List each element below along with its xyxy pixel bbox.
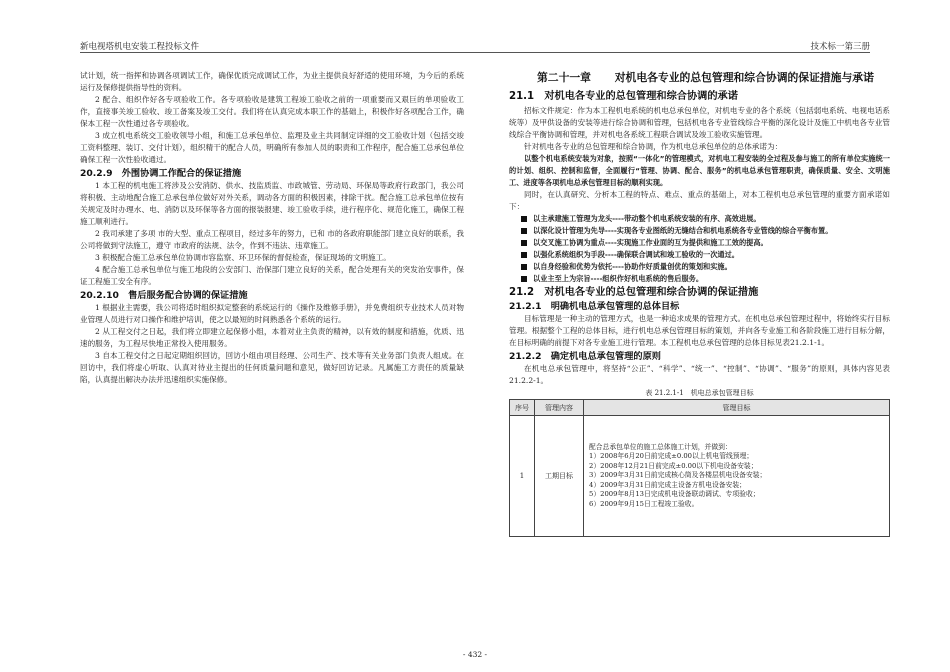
header-volume: 技术标一第三册 [810, 42, 870, 52]
target-line: 配合总承包单位的施工总体施工计划，并做到： [589, 442, 732, 451]
column-header: 序号 [510, 400, 535, 416]
list-item: 以主承建施工管理为龙头----带动整个机电系统安装的有序、高效进展。 [509, 213, 890, 225]
paragraph: 试计划，统一指挥和协调各项调试工作，确保优质完成调试工作，为业主提供良好舒适的使用环境，为今后的系统运行及保修提供指导性的资料。 [80, 71, 464, 92]
paragraph: 2 配合、组织作好各专项验收工作。各专项验收是建筑工程竣工验收之前的一项重要而又艰巨的单项验收工作，直接事关竣工验收、竣工备案及竣工交付。我们将在认真完成本职工作的基础上，积极作好各项配合工作，确保本工程一次性通过各专项验收。 [80, 95, 464, 128]
page-header [80, 40, 870, 53]
paragraph: 招标文件规定：作为本工程机电系统的机电总承包单位，对机电专业的各个系统（包括弱电系统、电视电话系统等）及甲供设备的安装等进行综合协调和管理，包括机电各专业管线综合平衡的深化设计及施工中机电各专业管线综合平衡协调和管理，并对机电各系统工程联合调试及竣工验收实施管理。 [509, 106, 890, 139]
list-item: 以强化系统组织为手段----确保联合调试和竣工验收的一次通过。 [509, 249, 890, 261]
list-item: 以深化设计管理为先导----实现各专业图纸的无缝结合和机电系统各专业管线的综合平衡布置。 [509, 225, 890, 237]
square-bullet-icon [521, 240, 527, 246]
paragraph: 3 成立机电系统交工验收领导小组，和施工总承包单位、监理及业主共同制定详细的交工验收计划（包括交竣工资料整理、装订、交付计划），组织精干的配合人员，明确所有参加人员的职责和工作程序，配合施工总承包单位确保工程一次性验收通过。 [80, 131, 464, 164]
column-header: 管理内容 [535, 400, 584, 416]
section-heading-21-2: 21.2 对机电各专业的总包管理和综合协调的保证措施 [509, 287, 759, 298]
paragraph: 3 积极配合施工总承包单位协调市容监察、环卫环保的督促检查，保证现场的文明施工。 [95, 253, 391, 262]
table-cell: 工期目标 [535, 416, 584, 537]
column-header: 管理目标 [584, 400, 890, 416]
commitment-list [509, 213, 890, 285]
section-heading-20-2-9: 20.2.9 外围协调工作配合的保证措施 [80, 168, 242, 179]
list-item: 以交叉施工协调为重点----实现施工作业面的互为提供和施工工效的提高。 [509, 237, 890, 249]
management-target-table [509, 399, 890, 537]
chapter-name: 对机电各专业的总包管理和综合协调的保证措施与承诺 [614, 71, 874, 84]
square-bullet-icon [521, 276, 527, 282]
chapter-title [509, 70, 890, 85]
paragraph: 1 根据业主需要，我公司将适时组织拟定整套的系统运行的《操作及维修手册》，并免费组织专业技术人员对物业管理人员进行对口操作和维护培训，使之以最短的时间熟悉各个系统的运行。 [80, 303, 464, 324]
section-heading-21-1: 21.1 对机电各专业的总包管理和综合协调的承诺 [509, 91, 738, 102]
list-item: 以业主至上为宗旨----组织作好机电系统的售后服务。 [509, 273, 890, 285]
header-document-title: 新电视塔机电安装工程投标文件 [80, 42, 200, 52]
list-item: 以自身经验和优势为依托----协助作好质量创优的策划和实施。 [509, 261, 890, 273]
target-list [585, 440, 888, 513]
paragraph: 1 本工程的机电施工将涉及公安消防、供水、技监质监、市政城管、劳动局、环保局等政府行政部门，我公司将积极、主动地配合施工总承包单位做好对外关系，调动各方面的积极因素，排除干扰。配合施工总承包单位按有关规定及时办理水、电、消防以及环保等各方面的报装报建、竣工验收手续，进行程序化、规范化施工，确保工程施工顺利进行。 [80, 181, 464, 226]
paragraph: 针对机电各专业的总包管理和综合协调，作为机电总承包单位的总体承诺为： [524, 142, 783, 151]
table-row [510, 416, 890, 537]
target-line: 6）2009年9月15日工程竣工验收。 [589, 499, 699, 508]
paragraph: 2 我司承建了多项 市的大型、重点工程项目，经过多年的努力，已和 市的各政府职能部门建立良好的联系，我公司将做到守法施工，遵守 市政府的法规、法令，作到不违法、违章施工。 [80, 229, 464, 250]
page-number: - 432 - [462, 650, 488, 659]
target-line: 5）2009年8月13日完成机电设备联动调试、专项验收； [589, 490, 760, 499]
table-header-row [510, 400, 890, 416]
paragraph: 在机电总承包管理中，将坚持“公正”、“科学”、“统一”、“控制”、“协调”、“服务”的原则，具体内容见表21.2.2-1。 [509, 364, 890, 385]
target-line: 2）2008年12月21日前完成±0.00以下机电设备安装； [589, 461, 758, 470]
target-line: 4）2009年3月31日前完成主设备方机电设备安装； [589, 480, 746, 489]
table-caption: 表 21.2.1-1 机电总承包管理目标 [645, 389, 754, 397]
section-heading-21-2-2: 21.2.2 确定机电总承包管理的原则 [509, 351, 661, 362]
section-heading-21-2-1: 21.2.1 明确机电总承包管理的总体目标 [509, 301, 680, 312]
square-bullet-icon [521, 264, 527, 270]
section-heading-20-2-10: 20.2.10 售后服务配合协调的保证措施 [80, 290, 248, 301]
chapter-number: 第二十一章 [537, 71, 591, 84]
commitment-paragraph: 以整个机电系统安装为对象，按照“一体化”的管理模式，对机电工程安装的全过程及参与施工的所有单位实施统一的计划、组织、控制和监督，全面履行“管理、协调、配合、服务”的机电总承包管理职责，确保质量、安全、文明施工、进度等各项机电总承包管理目标的顺利实现。 [509, 154, 890, 187]
square-bullet-icon [521, 228, 527, 234]
square-bullet-icon [521, 252, 527, 258]
square-bullet-icon [521, 216, 527, 222]
paragraph: 4 配合施工总承包单位与施工地段的公安部门、治保部门建立良好的关系，配合处理有关的突发治安事件，保证工程施工安全有序。 [80, 265, 464, 286]
table-cell [584, 416, 890, 537]
target-line: 1）2008年6月20日前完成±0.00以上机电管线预埋； [589, 452, 754, 461]
table-cell: 1 [510, 416, 535, 537]
right-column [509, 70, 890, 537]
left-column [80, 70, 464, 386]
paragraph: 2 从工程交付之日起，我们将立即建立起保修小组，本着对业主负责的精神，以有效的制度和措施，优质、迅速的服务，为工程尽快地正常投入使用服务。 [80, 327, 464, 348]
paragraph: 同时，在认真研究、分析本工程的特点、难点、重点的基础上，对本工程机电总承包管理的重要方面承诺如下： [509, 190, 890, 211]
target-line: 3）2009年3月31日前完成核心筒及各楼层机电设备安装； [589, 471, 767, 480]
paragraph: 目标管理是一种主动的管理方式，也是一种追求成果的管理方式。在机电总承包管理过程中，将始终实行目标管理。根据整个工程的总体目标，进行机电总承包管理目标的策划，并向各专业施工和各阶段施工进行目标分解，在目标明确的前提下对各专业施工进行管理。本工程机电总承包管理的总体目标见表21.2.1-1。 [509, 314, 890, 347]
paragraph: 3 自本工程交付之日起定期组织回访，回访小组由项目经理、公司生产、技术等有关业务部门负责人组成。在回访中，我们将虚心听取、认真对待业主提出的任何质量问题和意见，做好回访记录。凡属施工方责任的质量缺陷，认真提出解决办法并迅速组织实施保修。 [80, 351, 464, 384]
